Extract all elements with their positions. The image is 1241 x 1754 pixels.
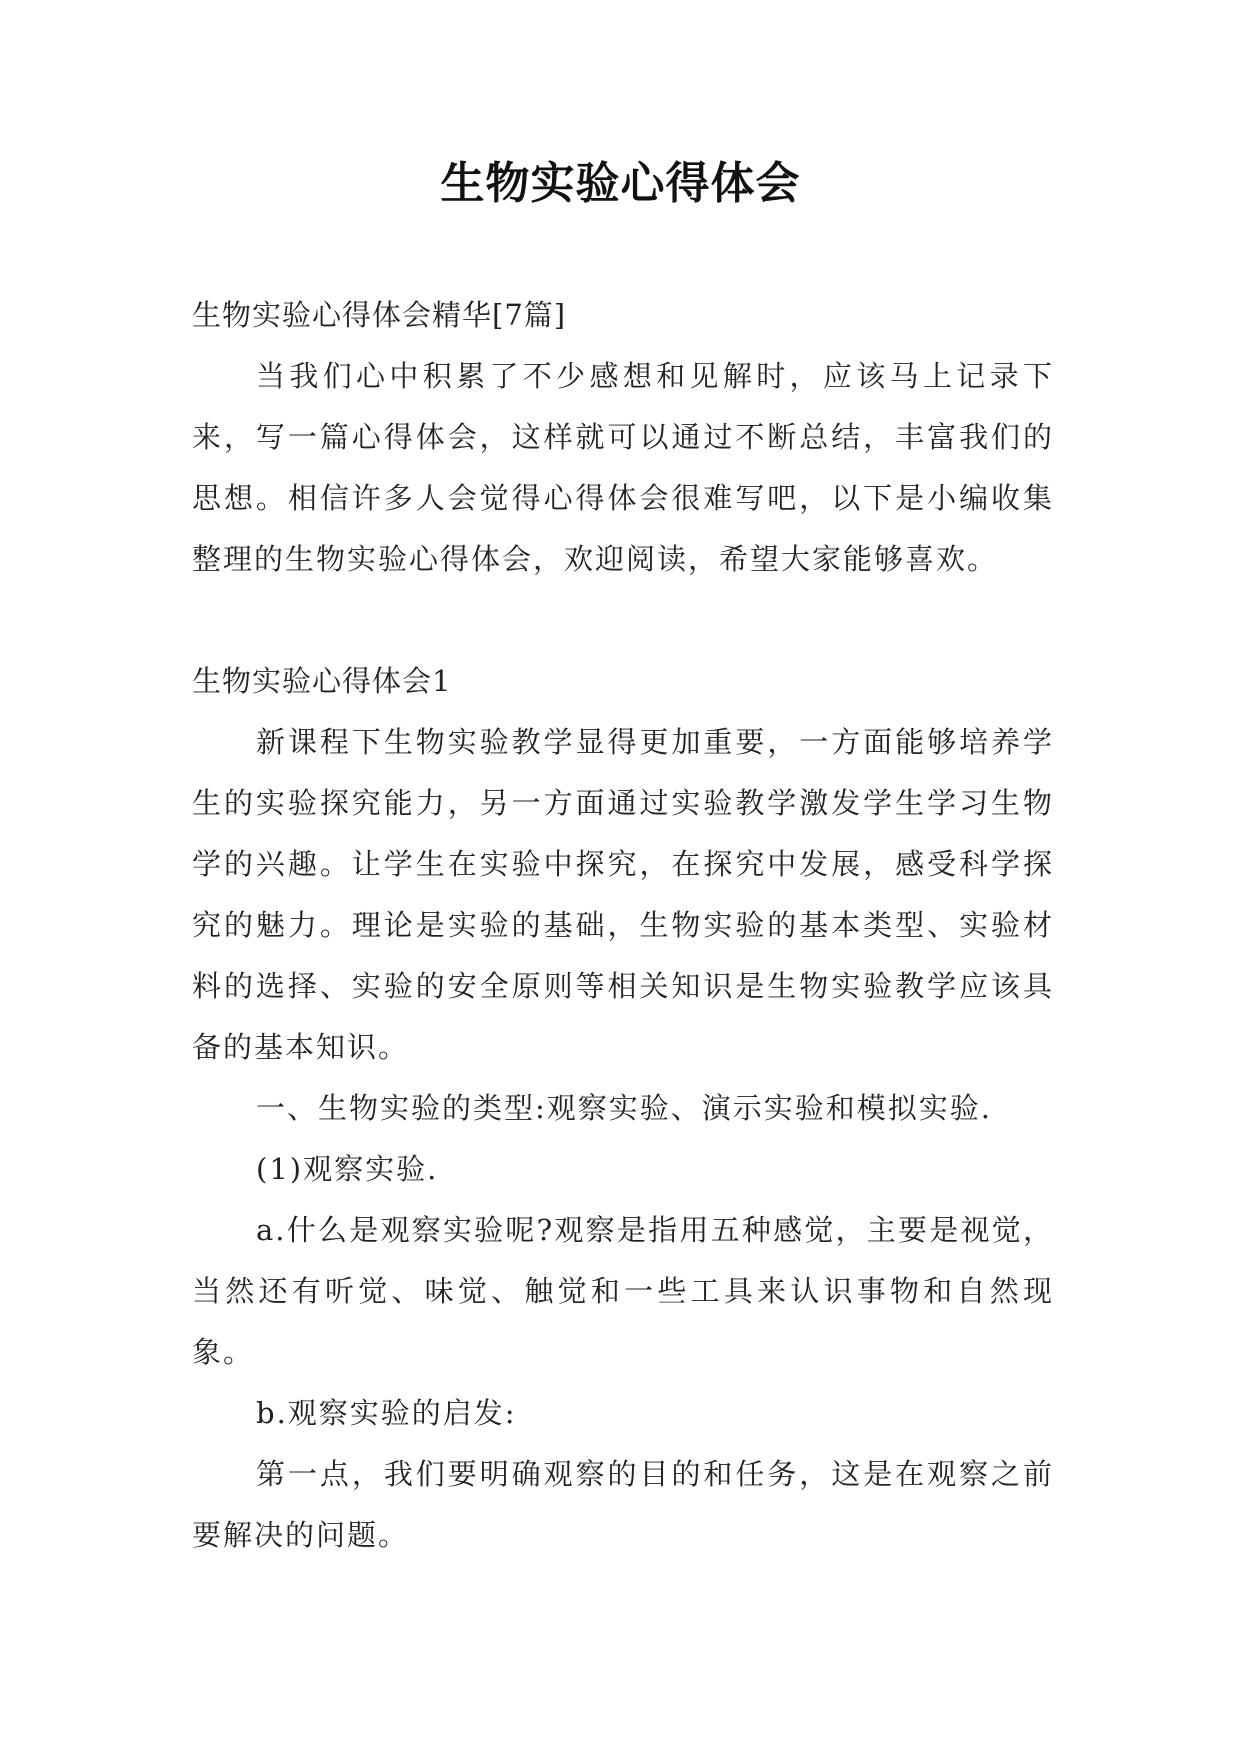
paragraph-spacer <box>192 590 1054 651</box>
body-paragraph: a.什么是观察实验呢?观察是指用五种感觉，主要是视觉，当然还有听觉、味觉、触觉和一些工具来认识事物和自然现象。 <box>192 1213 1054 1369</box>
body-paragraph: b.观察实验的启发: <box>256 1396 517 1430</box>
section-heading: 生物实验心得体会1 <box>192 664 452 698</box>
body-paragraph: 第一点，我们要明确观察的目的和任务，这是在观察之前要解决的问题。 <box>192 1457 1054 1552</box>
document-title: 生物实验心得体会 <box>440 158 801 209</box>
body-paragraph: 新课程下生物实验教学显得更加重要，一方面能够培养学生的实验探究能力，另一方面通过实验教学激发学生学习生物学的兴趣。让学生在实验中探究，在探究中发展，感受科学探究的魅力。理论是实验的基础，生物实验的基本类型、实验材料的选择、实验的安全原则等相关知识是生物实验教学应该具备的基本知识。 <box>192 725 1054 1064</box>
intro-paragraph: 当我们心中积累了不少感想和见解时，应该马上记录下来，写一篇心得体会，这样就可以通过不断总结，丰富我们的思想。相信许多人会觉得心得体会很难写吧，以下是小编收集整理的生物实验心得体会，欢迎阅读，希望大家能够喜欢。 <box>192 359 1054 576</box>
body-paragraph: (1)观察实验. <box>256 1152 439 1186</box>
document-body <box>192 285 1054 1566</box>
document-subtitle: 生物实验心得体会精华[7篇] <box>192 298 567 332</box>
body-paragraph: 一、生物实验的类型:观察实验、演示实验和模拟实验. <box>256 1091 992 1125</box>
